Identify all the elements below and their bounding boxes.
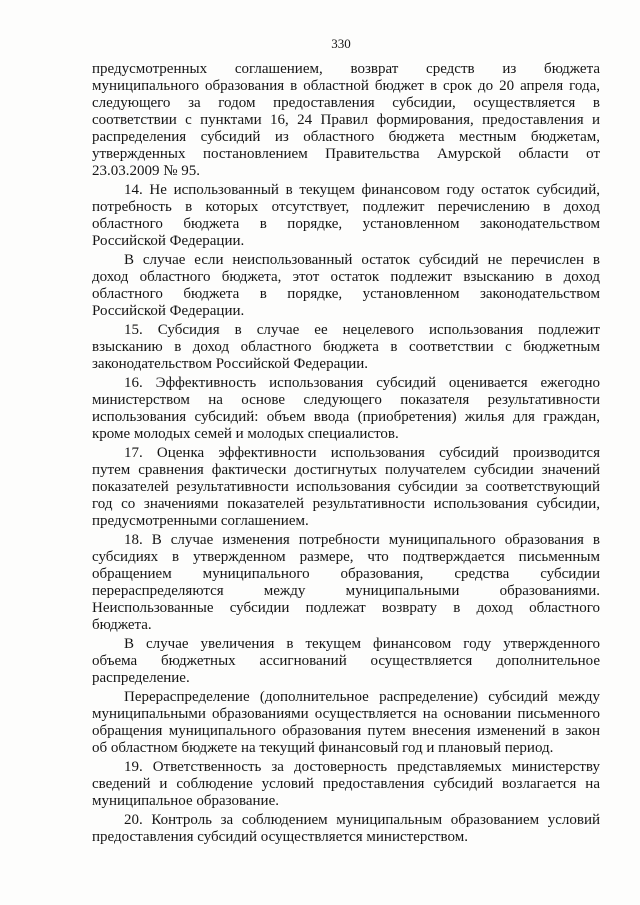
text-line: использования субсидий: объем ввода (приобретения) жилья для граждан, bbox=[92, 409, 600, 425]
text-line: распределения субсидий из областного бюджета местным бюджетам, bbox=[92, 129, 600, 145]
text-line: сведений и соблюдение условий предоставления субсидий возлагается на bbox=[92, 776, 600, 792]
text-line: В случае увеличения в текущем финансовом году утвержденного bbox=[124, 636, 600, 652]
paragraph-15 bbox=[92, 322, 600, 373]
text-line: 23.03.2009 № 95. bbox=[92, 163, 201, 179]
text-line: следующего за годом предоставления субсидии, осуществляется в bbox=[92, 95, 600, 111]
text-line: муниципальными образованиями осуществляется на основании письменного bbox=[92, 706, 600, 722]
text-line: 15. Субсидия в случае ее нецелевого использования подлежит bbox=[124, 322, 600, 338]
text-line: взысканию в доход областного бюджета в соответствии с бюджетным bbox=[92, 339, 600, 355]
text-line: обращения муниципального образования путем внесения изменений в закон bbox=[92, 723, 600, 739]
text-line: 14. Не использованный в текущем финансовом году остаток субсидий, bbox=[124, 182, 600, 198]
paragraph-19 bbox=[92, 759, 600, 810]
text-line: муниципальное образование. bbox=[92, 793, 279, 809]
text-line: Российской Федерации. bbox=[92, 233, 245, 249]
text-line: Неиспользованные субсидии подлежат возврату в доход областного bbox=[92, 600, 600, 616]
text-line: потребность в которых отсутствует, подлежит перечислению в доход bbox=[92, 199, 600, 215]
text-line: доход областного бюджета, этот остаток подлежит взысканию в доход bbox=[92, 269, 600, 285]
text-line: 18. В случае изменения потребности муниципального образования в bbox=[124, 532, 600, 548]
text-line: законодательством Российской Федерации. bbox=[92, 356, 369, 372]
text-line: распределение. bbox=[92, 670, 190, 686]
text-line: утвержденных постановлением Правительства Амурской области от bbox=[92, 146, 600, 162]
text-line: 17. Оценка эффективности использования субсидий производится bbox=[124, 445, 600, 461]
text-line: 20. Контроль за соблюдением муниципальным образованием условий bbox=[124, 812, 600, 828]
text-line: В случае если неиспользованный остаток субсидий не перечислен в bbox=[124, 252, 600, 268]
paragraph-continuation bbox=[92, 61, 600, 180]
paragraph-17 bbox=[92, 445, 600, 530]
paragraph-20 bbox=[92, 812, 600, 846]
text-line: областного бюджета в порядке, установленном законодательством bbox=[92, 286, 600, 302]
text-line: Перераспределение (дополнительное распределение) субсидий между bbox=[124, 689, 600, 705]
text-line: путем сравнения фактически достигнутых получателем субсидии значений bbox=[92, 462, 600, 478]
paragraph-redistribution bbox=[92, 689, 600, 757]
text-line: год со значениями показателей результативности использования субсидии, bbox=[92, 496, 600, 512]
text-line: 19. Ответственность за достоверность представляемых министерству bbox=[124, 759, 600, 775]
paragraph-18 bbox=[92, 532, 600, 634]
text-line: субсидиях в утвержденном размере, что подтверждается письменным bbox=[92, 549, 600, 565]
text-line: перераспределяются между муниципальными образованиями. bbox=[92, 583, 600, 599]
paragraph-additional-allocation bbox=[92, 636, 600, 687]
text-line: объема бюджетных ассигнований осуществляется дополнительное bbox=[92, 653, 600, 669]
page-number: 330 bbox=[331, 36, 351, 51]
text-line: министерством на основе следующего показателя результативности bbox=[92, 392, 600, 408]
text-line: кроме молодых семей и молодых специалистов. bbox=[92, 426, 399, 442]
text-line: показателей результативности использования субсидии за соответствующий bbox=[92, 479, 600, 495]
text-line: обращением муниципального образования, средства субсидии bbox=[92, 566, 600, 582]
text-line: муниципального образования в областной бюджет в срок до 20 апреля года, bbox=[92, 78, 600, 94]
text-line: 16. Эффективность использования субсидий оценивается ежегодно bbox=[124, 375, 600, 391]
text-line: Российской Федерации. bbox=[92, 303, 245, 319]
text-line: об областном бюджете на текущий финансовый год и плановый период. bbox=[92, 740, 554, 756]
paragraph-unused-balance bbox=[92, 252, 600, 320]
text-line: предусмотренных соглашением, возврат средств из бюджета bbox=[92, 61, 600, 77]
paragraph-14 bbox=[92, 182, 600, 250]
text-line: предоставления субсидий осуществляется министерством. bbox=[92, 829, 468, 845]
text-line: предусмотренными соглашением. bbox=[92, 513, 309, 529]
document-body bbox=[92, 61, 600, 846]
text-line: соответствии с пунктами 16, 24 Правил формирования, предоставления и bbox=[92, 112, 600, 128]
text-line: бюджета. bbox=[92, 617, 152, 633]
paragraph-16 bbox=[92, 375, 600, 443]
text-line: областного бюджета в порядке, установленном законодательством bbox=[92, 216, 600, 232]
